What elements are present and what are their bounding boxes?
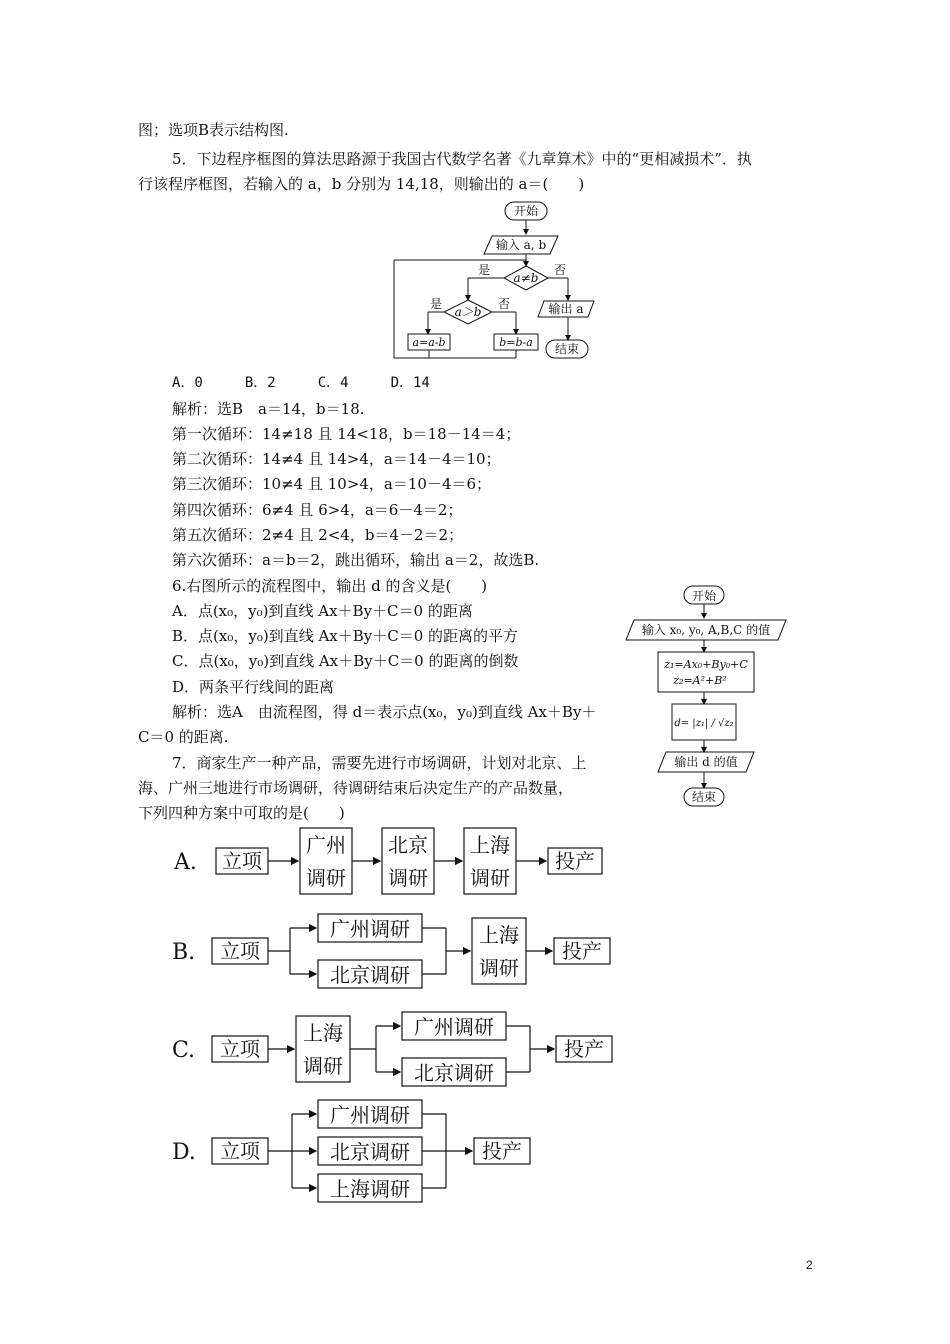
q7c-bottom: 北京调研 xyxy=(414,1061,494,1085)
flow5-input: 输入 a, b xyxy=(495,238,547,252)
solution-5-line-1: 第一次循环：14≠18 且 14<18，b＝18－14＝4； xyxy=(172,425,521,443)
flow5-yes2: 是 xyxy=(429,297,443,311)
q7a-b2b: 调研 xyxy=(388,866,428,890)
q7c-start: 立项 xyxy=(220,1037,260,1061)
q7b-mb: 调研 xyxy=(479,956,519,980)
flow6-z1: z₁=Ax₀+By₀+C xyxy=(664,658,748,671)
text-line: 图；选项B表示结构图. xyxy=(138,121,289,139)
q7a-end: 投产 xyxy=(555,849,595,873)
flow5-output: 输出 a xyxy=(548,302,584,316)
q7a-b1a: 广州 xyxy=(306,833,346,857)
solution-5-line-0: 解析：选B a＝14，b＝18. xyxy=(172,400,365,418)
question-6-option-a: A．点(x₀，y₀)到直线 Ax＋By＋C＝0 的距离 xyxy=(172,602,473,620)
flowchart-q5 xyxy=(380,198,610,368)
flow5-start: 开始 xyxy=(513,204,539,218)
question-7-line-2: 海、广州三地进行市场调研，待调研结束后决定生产的产品数量， xyxy=(138,779,574,797)
solution-6-line-1: 解析：选A 由流程图，得 d＝表示点(x₀，y₀)到直线 Ax＋By＋ xyxy=(172,703,597,721)
q7d-top: 广州调研 xyxy=(330,1103,410,1127)
question-6-option-d: D．两条平行线间的距离 xyxy=(172,678,335,696)
q7a-start: 立项 xyxy=(222,849,262,873)
flow5-end: 结束 xyxy=(554,342,580,356)
q7-option-d-diagram xyxy=(170,1096,550,1206)
question-5-line-2: 行该程序框图，若输入的 a，b 分别为 14,18，则输出的 a＝( ) xyxy=(138,175,585,193)
flow6-end: 结束 xyxy=(691,790,717,804)
q7c-top: 广州调研 xyxy=(414,1015,494,1039)
flow5-no2: 否 xyxy=(497,297,511,311)
flowchart-q6 xyxy=(620,582,800,812)
flow5-no1: 否 xyxy=(553,263,567,277)
q7d-end: 投产 xyxy=(482,1139,522,1163)
flow6-z2: z₂=A²+B² xyxy=(673,674,727,687)
q7b-bottom: 北京调研 xyxy=(330,963,410,987)
solution-5-line-4: 第四次循环：6≠4 且 6>4，a＝6－4＝2； xyxy=(172,501,463,519)
flow5-cond1: a≠b xyxy=(513,271,539,285)
q7c-end: 投产 xyxy=(564,1037,604,1061)
flow6-d: d= |z₁| / √z₂ xyxy=(674,718,734,729)
q7c-mb: 调研 xyxy=(303,1054,343,1078)
question-6: 6.右图所示的流程图中，输出 d 的含义是( ) xyxy=(172,577,488,595)
q7c-ma: 上海 xyxy=(303,1021,343,1045)
q7d-bottom: 上海调研 xyxy=(330,1177,410,1201)
flow5-box-left: a=a-b xyxy=(412,336,446,349)
q7b-ma: 上海 xyxy=(479,923,519,947)
q7d-mid: 北京调研 xyxy=(330,1140,410,1164)
q7a-b1b: 调研 xyxy=(306,866,346,890)
solution-5-line-2: 第二次循环：14≠4 且 14>4，a＝14－4＝10； xyxy=(172,450,501,468)
q7-option-c-diagram xyxy=(170,1008,620,1090)
q7a-b2a: 北京 xyxy=(388,833,428,857)
flow5-yes1: 是 xyxy=(477,263,491,277)
flow6-output: 输出 d 的值 xyxy=(674,755,738,769)
flow5-cond2: a＞b xyxy=(454,305,482,319)
q7-option-a-diagram xyxy=(170,826,610,896)
flow5-box-right: b=b-a xyxy=(499,336,533,349)
page-number: 2 xyxy=(806,1258,813,1272)
q7-option-d-label: D. xyxy=(172,1140,196,1165)
solution-5-line-5: 第五次循环：2≠4 且 2<4，b＝4－2＝2； xyxy=(172,526,464,544)
q7d-start: 立项 xyxy=(220,1139,260,1163)
flow6-start: 开始 xyxy=(691,589,717,603)
solution-6-line-2: C＝0 的距离. xyxy=(138,728,229,746)
question-7-line-1: 7．商家生产一种产品，需要先进行市场调研，计划对北京、上 xyxy=(172,754,587,772)
q7a-b3b: 调研 xyxy=(470,866,510,890)
q7b-start: 立项 xyxy=(220,939,260,963)
q7-option-b-diagram xyxy=(170,910,620,992)
question-6-option-c: C．点(x₀，y₀)到直线 Ax＋By＋C＝0 的距离的倒数 xyxy=(172,652,519,670)
question-5-line-1: 5．下边程序框图的算法思路源于我国古代数学名著《九章算术》中的“更相减损术”．执 xyxy=(172,150,752,168)
q7b-top: 广州调研 xyxy=(330,917,410,941)
flow6-input: 输入 x₀, y₀, A,B,C 的值 xyxy=(641,623,771,637)
solution-5-line-3: 第三次循环：10≠4 且 10>4，a＝10－4＝6； xyxy=(172,475,492,493)
q7-option-c-label: C. xyxy=(172,1038,196,1063)
q7-option-b-label: B. xyxy=(172,940,196,965)
q7a-b3a: 上海 xyxy=(470,833,510,857)
q7b-end: 投产 xyxy=(562,939,602,963)
question-5-options: A．0 B．2 C．4 D．14 xyxy=(172,375,430,391)
q7-option-a-label: A. xyxy=(174,850,197,875)
question-6-option-b: B．点(x₀，y₀)到直线 Ax＋By＋C＝0 的距离的平方 xyxy=(172,627,519,645)
solution-5-line-6: 第六次循环：a＝b＝2，跳出循环，输出 a＝2，故选B. xyxy=(172,551,540,569)
question-7-line-3: 下列四种方案中可取的是( ) xyxy=(138,804,345,822)
